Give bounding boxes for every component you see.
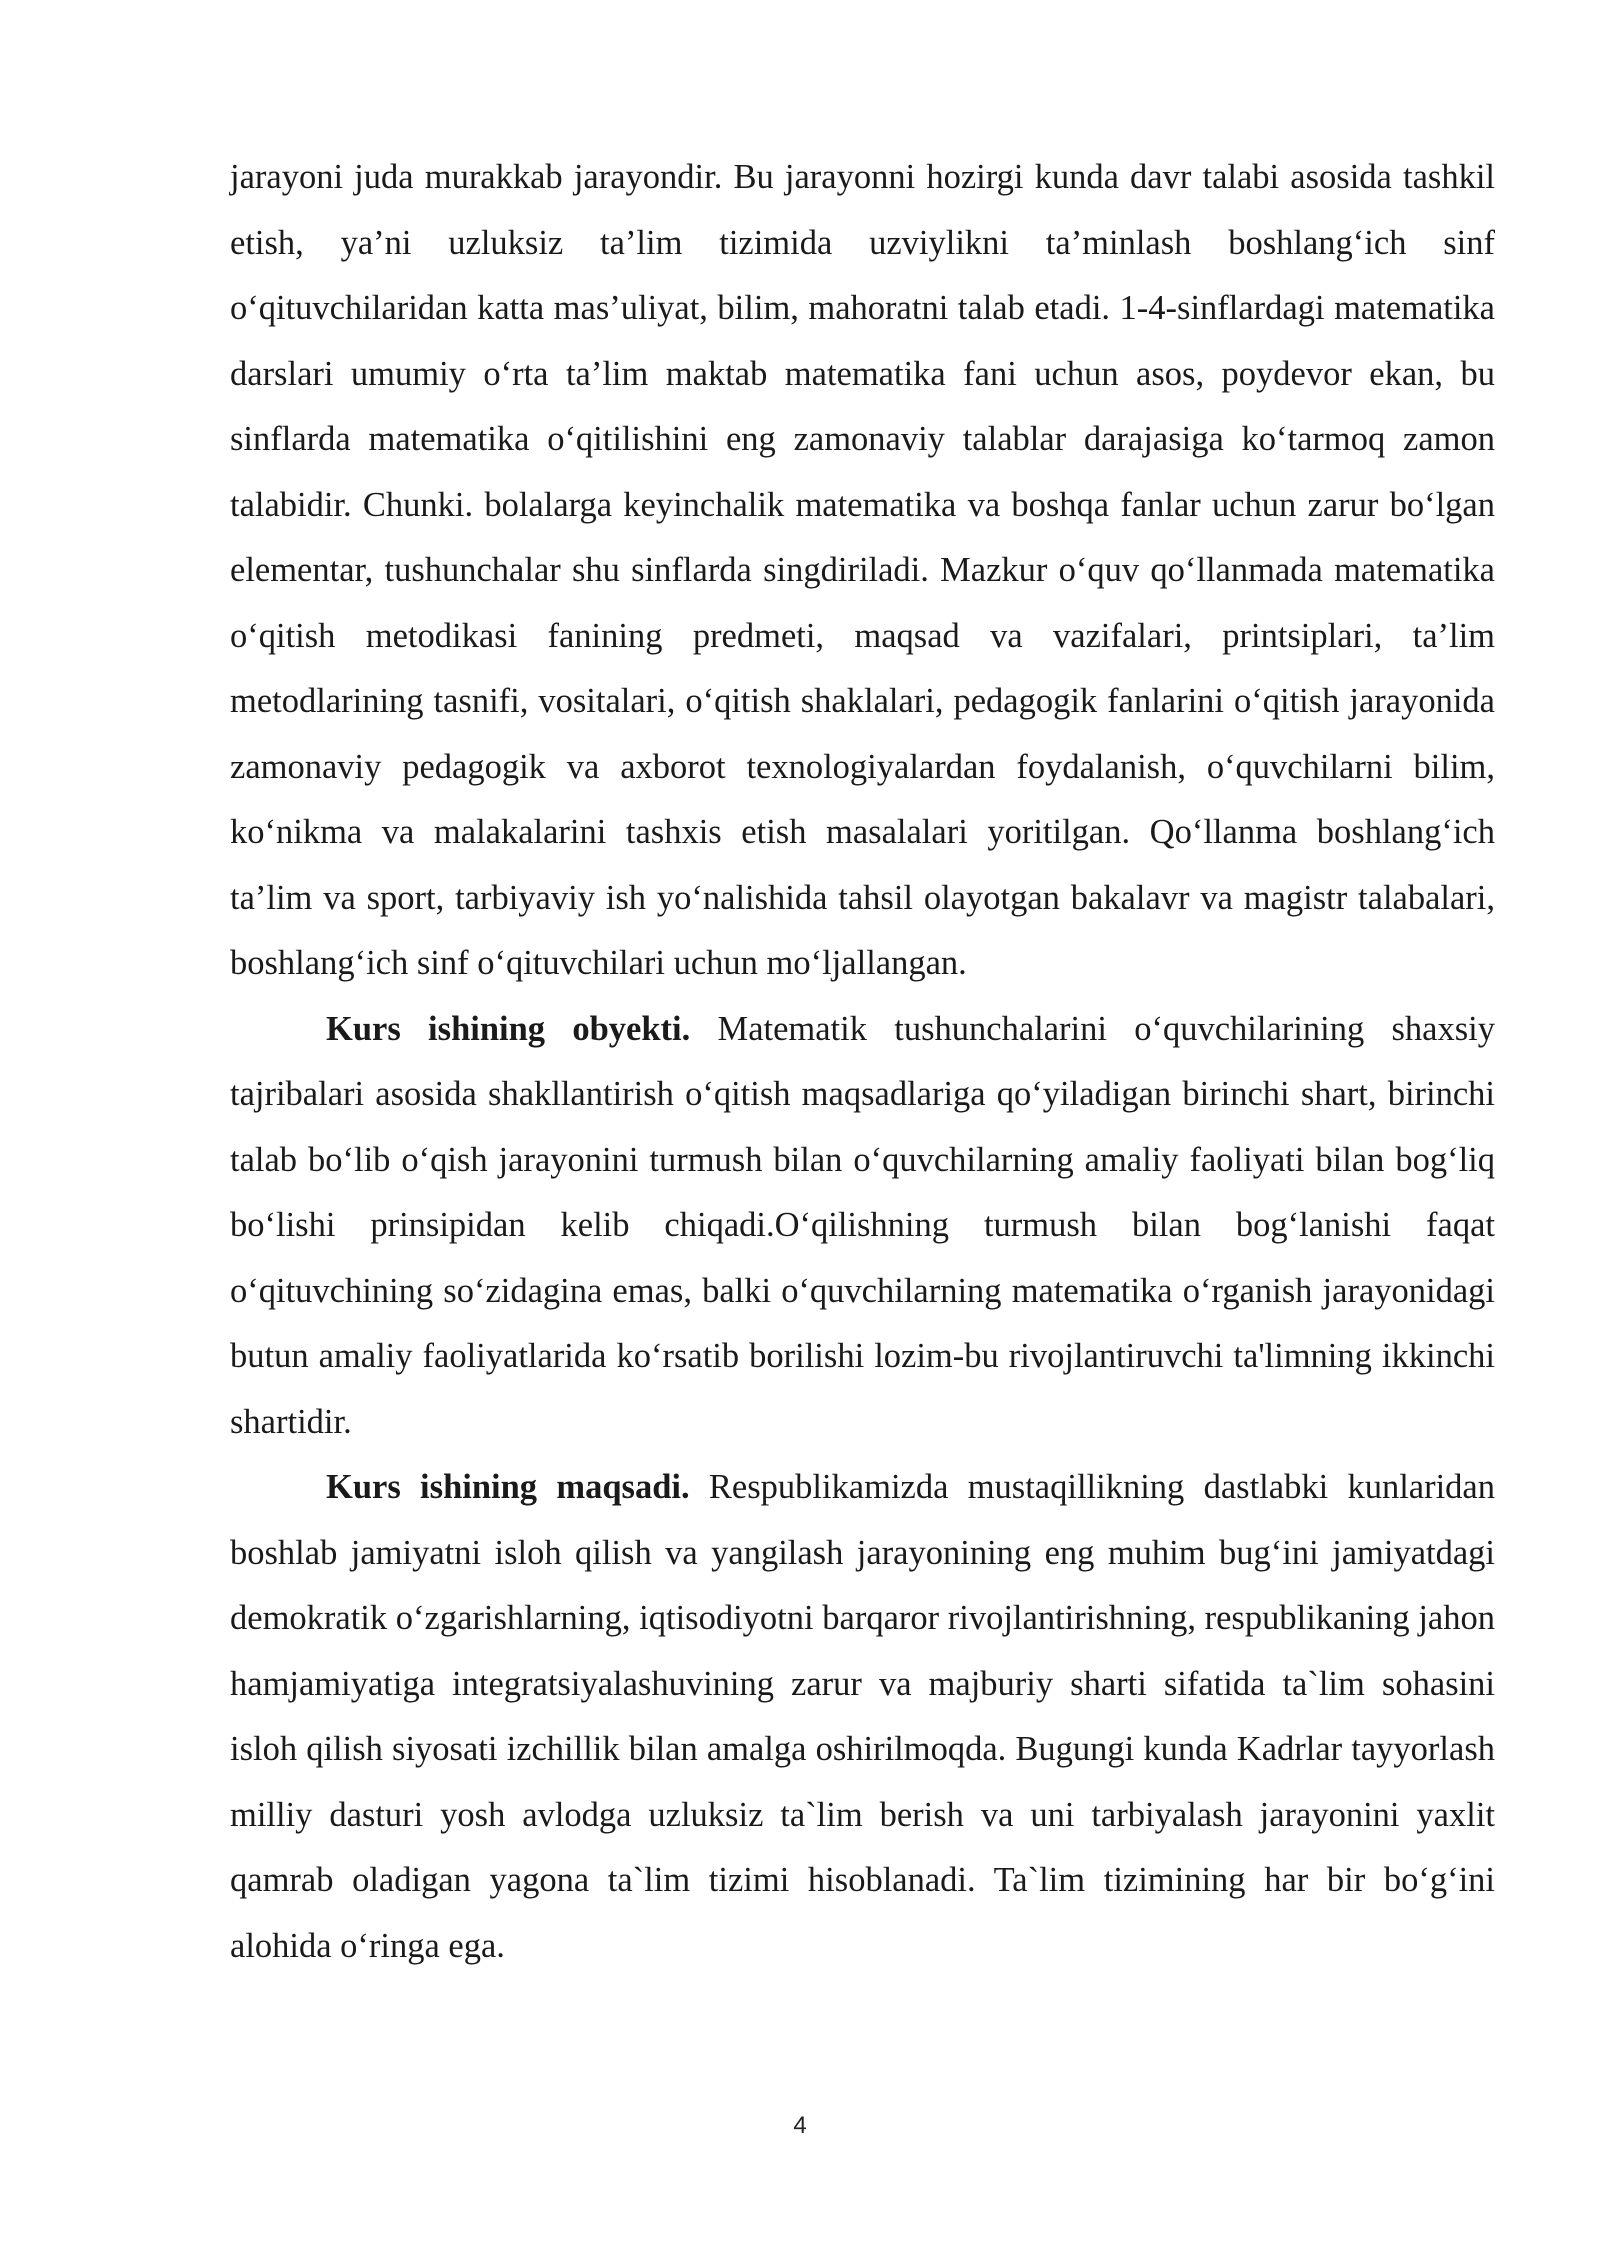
paragraph-goal [230, 1455, 1495, 1979]
paragraph-text: jarayoni juda murakkab jarayondir. Bu jarayonni hozirgi kunda davr talabi asosida tashkil etish, ya’ni uzluksiz ta’lim tizimida uzviylikni ta’minlash boshlang‘ich sinf o‘qituvchilaridan katta mas’uliyat, bilim, mahoratni talab etadi. 1-4-sinflardagi matematika darslari umumiy o‘rta ta’lim maktab matematika fani uchun asos, poydevor ekan, bu sinflarda matematika o‘qitilishini eng zamonaviy talablar darajasiga ko‘tarmoq zamon talabidir. Chunki. bolalarga keyinchalik matematika va boshqa fanlar uchun zarur bo‘lgan elementar, tushunchalar shu sinflarda singdiriladi. Mazkur o‘quv qo‘llanmada matematika o‘qitish metodikasi fanining predmeti, maqsad va vazifalari, printsiplari, ta’lim metodlarining tasnifi, vositalari, o‘qitish shaklalari, pedagogik fanlarini o‘qitish jarayonida zamonaviy pedagogik va axborot texnologiyalardan foydalanish, o‘quvchilarni bilim, ko‘nikma va malakalarini tashxis etish masalalari yoritilgan. Qo‘llanma boshlang‘ich ta’lim va sport, tarbiyaviy ish yo‘nalishida tahsil olayotgan bakalavr va magistr talabalari, boshlang‘ich sinf o‘qituvchilari uchun mo‘ljallangan. [230, 158, 1495, 982]
page-number: 4 [793, 2112, 807, 2139]
paragraph-object [230, 997, 1495, 1456]
paragraph-text: Respublikamizda mustaqillikning dastlabki kunlaridan boshlab jamiyatni isloh qilish va yangilash jarayonining eng muhim bug‘ini jamiyatdagi demokratik o‘zgarishlarning, iqtisodiyotni barqaror rivojlantirishning, respublikaning jahon hamjamiyatiga integratsiyalashuvining zarur va majburiy sharti sifatida ta`lim sohasini isloh qilish siyosati izchillik bilan amalga oshirilmoqda. Bugungi kunda Kadrlar tayyorlash milliy dasturi yosh avlodga uzluksiz ta`lim berish va uni tarbiyalash jarayonini yaxlit qamrab oladigan yagona ta`lim tizimi hisoblanadi. Ta`lim tizimining har bir bo‘g‘ini alohida o‘ringa ega. [230, 1468, 1495, 1965]
paragraph-intro [230, 145, 1495, 997]
document-page [230, 145, 1495, 1979]
section-heading-goal: Kurs ishining maqsadi. [326, 1468, 690, 1506]
section-heading-object: Kurs ishining obyekti. [326, 1009, 691, 1048]
paragraph-text: Matematik tushunchalarini o‘quvchilarining shaxsiy tajribalari asosida shakllantirish o‘qitish maqsadlariga qo‘yiladigan birinchi shart, birinchi talab bo‘lib o‘qish jarayonini turmush bilan o‘quvchilarning amaliy faoliyati bilan bog‘liq bo‘lishi prinsipidan kelib chiqadi.O‘qilishning turmush bilan bog‘lanishi faqat o‘qituvchining so‘zidagina emas, balki o‘quvchilarning matematika o‘rganish jarayonidagi butun amaliy faoliyatlarida ko‘rsatib borilishi lozim-bu rivojlantiruvchi ta'limning ikkinchi shartidir. [230, 1009, 1495, 1441]
